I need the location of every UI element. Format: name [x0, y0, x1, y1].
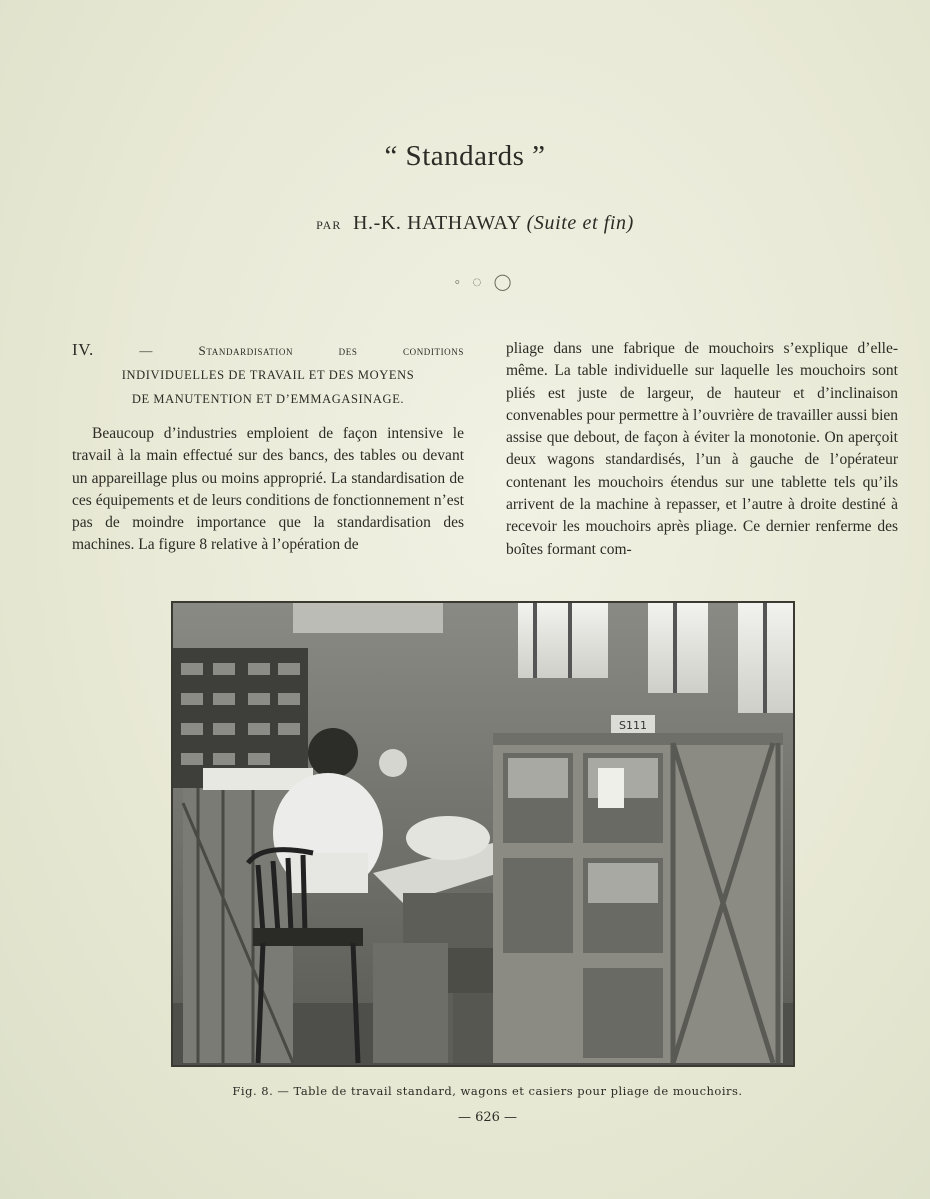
section-heading-line3: DE MANUTENTION ET D’EMMAGASINAGE.	[131, 392, 405, 406]
section-heading-rest: — Standardisation des conditions	[139, 343, 464, 358]
section-number: IV.	[72, 340, 94, 359]
figure-photograph	[171, 601, 795, 1067]
section-heading	[72, 338, 464, 411]
article-title: “ Standards ”	[384, 140, 546, 172]
right-column	[506, 338, 898, 561]
section-heading-line2: INDIVIDUELLES DE TRAVAIL ET DES MOYENS	[121, 368, 415, 382]
byline	[0, 212, 930, 235]
body-paragraph-left: Beaucoup d’industries emploient de façon intensive le travail à la main effectué sur des bancs, des tables ou devant un appareillage plus ou moins approprié. La standardisation de ces équipements et de leurs conditions de fonctionnement n’est pas de moindre importance que la standardisation des machines. La figure 8 relative à l’opération de	[72, 425, 464, 554]
byline-prefix: PAR	[316, 218, 342, 232]
figure-caption: Fig. 8. — Table de travail standard, wagons et casiers pour pliage de mouchoirs.	[232, 1084, 743, 1098]
page-number: — 626 —	[457, 1110, 518, 1125]
workroom-photo-illustration	[173, 603, 793, 1065]
author-name: H.-K. HATHAWAY	[352, 212, 522, 234]
left-column	[72, 338, 464, 557]
ornament: ◦ ◌ ◯	[454, 274, 516, 291]
cart-label: S111	[619, 719, 647, 732]
body-paragraph-right: pliage dans une fabrique de mouchoirs s’explique d’elle-même. La table individuelle sur laquelle les mouchoirs sont pliés est juste de largeur, de hauteur et d’inclinaison convenables pour permettre à l’ouvrière de travailler aussi bien assise que debout, de façon à éviter la monotonie. On aperçoit deux wagons standardisés, l’un à gauche de l’opérateur contenant les mouchoirs étendus sur une tablette tels qu’ils arrivent de la machine à repasser, et l’autre à droite destiné à recevoir les mouchoirs après pliage. Ce dernier renferme des boîtes formant com-	[506, 340, 898, 558]
continuation-note: (Suite et fin)	[526, 212, 634, 234]
section-heading-line1	[72, 338, 464, 363]
